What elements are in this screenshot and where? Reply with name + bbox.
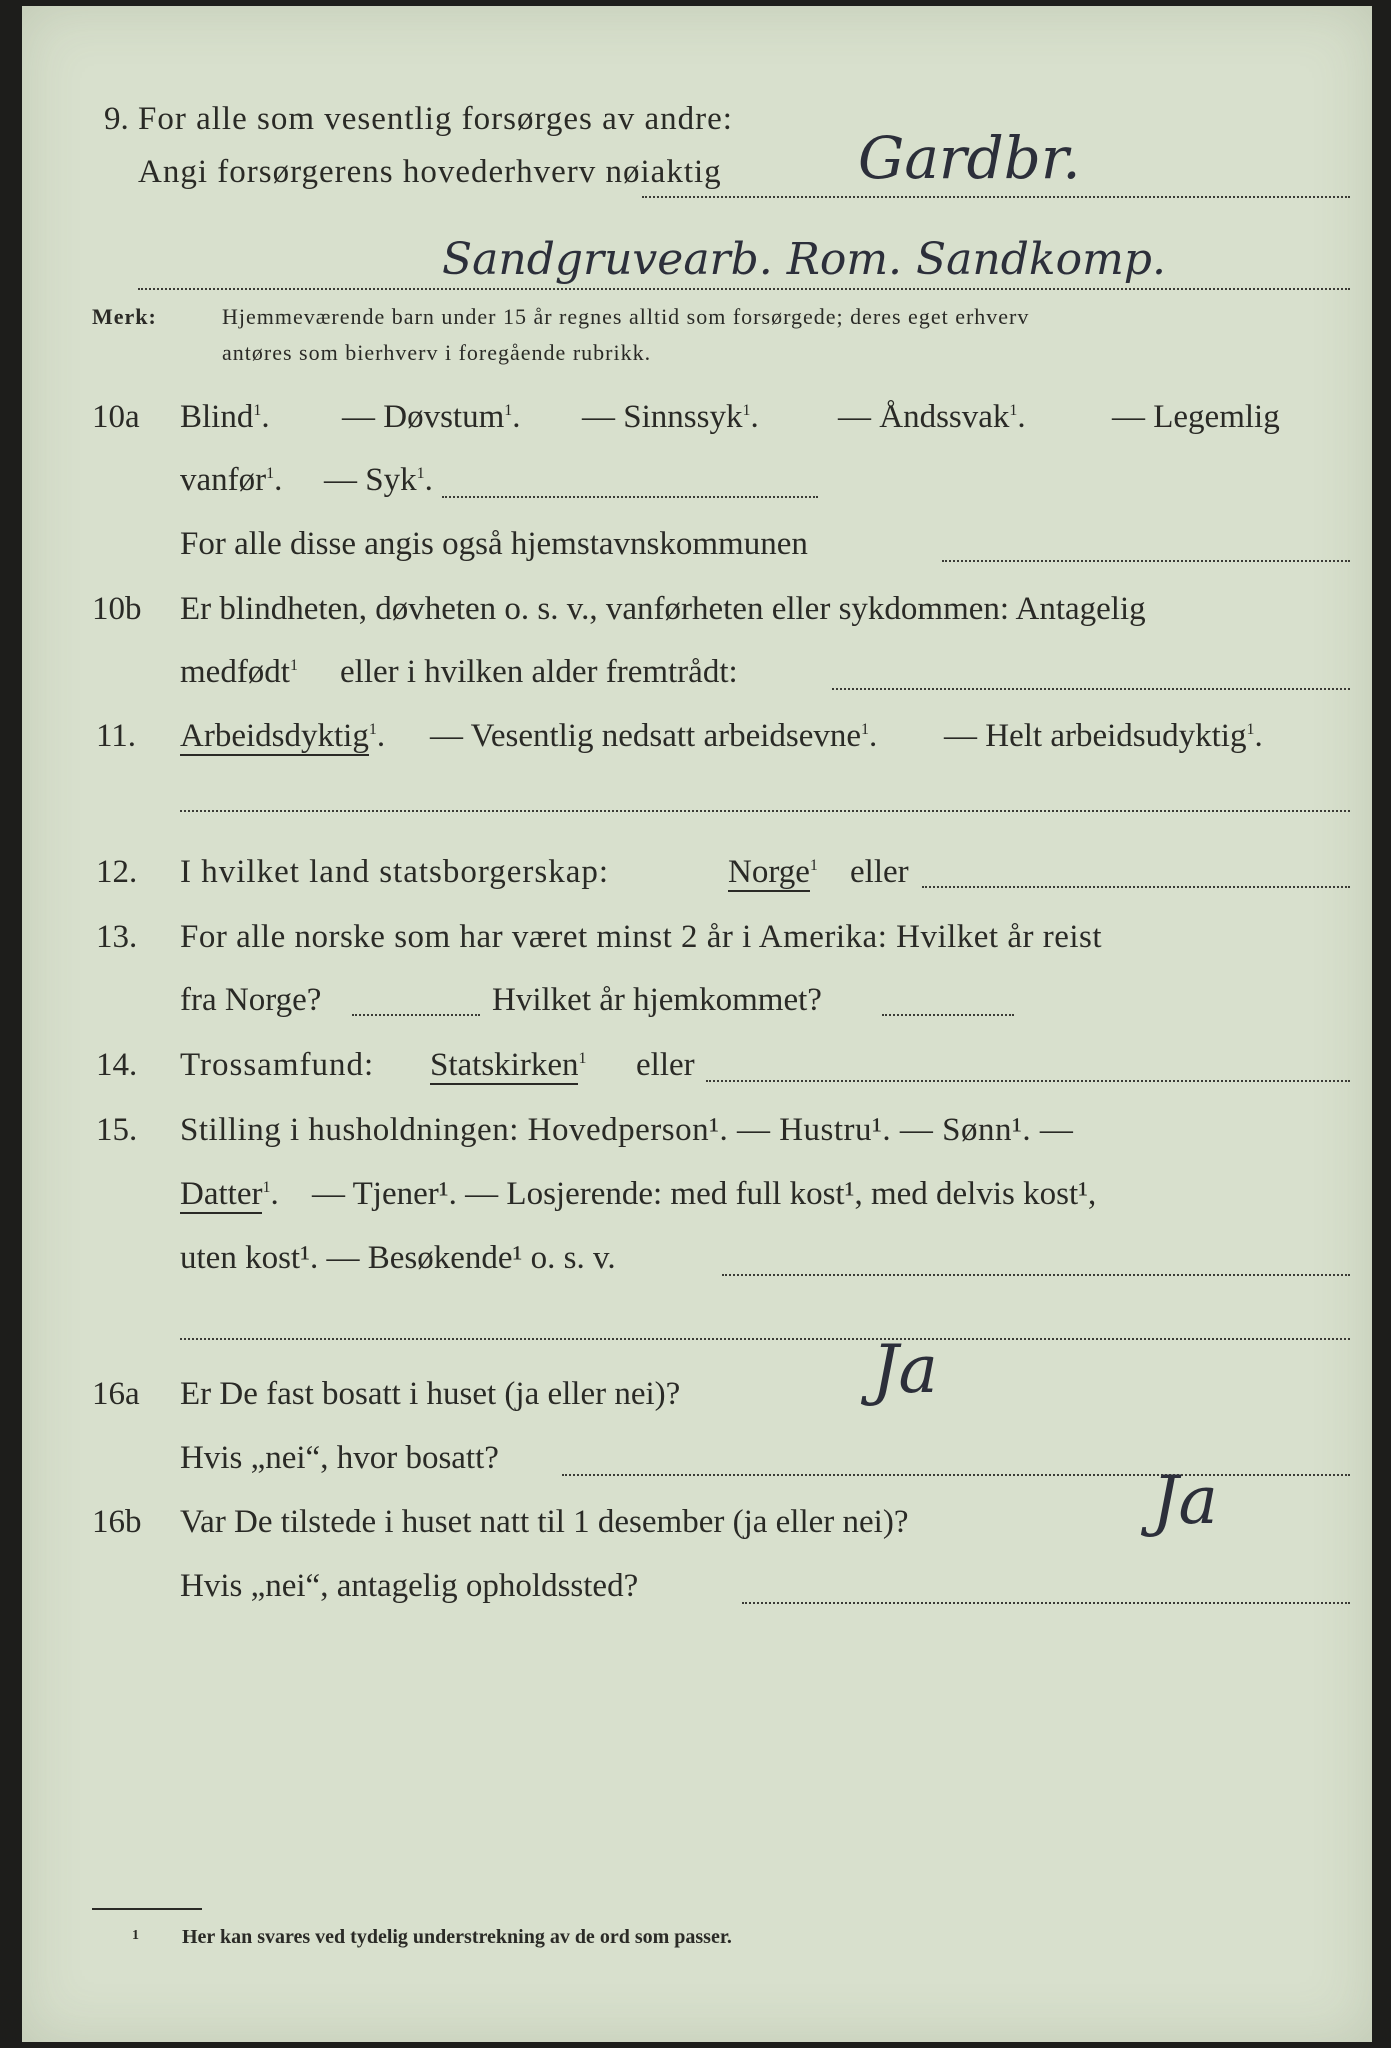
q9-number: 9. bbox=[104, 101, 129, 137]
q16a-line1: Er De fast bosatt i huset (ja eller nei)? bbox=[180, 1376, 681, 1412]
q13-line2a: fra Norge? bbox=[180, 982, 322, 1018]
q15-answer-line-2 bbox=[180, 1338, 1350, 1340]
q15-answer-line bbox=[722, 1274, 1350, 1276]
q10a-opt-sinnssyk: — Sinnssyk$^1$. bbox=[582, 399, 759, 435]
q10a-opt-dovstum: — Døvstum$^1$. bbox=[342, 399, 521, 435]
q10b-opt-medfodt: medfødt$^1$ bbox=[180, 654, 298, 690]
q11-opt-udyktig: — Helt arbeidsudyktig$^1$. bbox=[944, 718, 1263, 754]
q9-answer-line-2 bbox=[138, 288, 1350, 290]
q14-answer-line bbox=[706, 1080, 1350, 1082]
q12-text: I hvilket land statsborgerskap: bbox=[180, 854, 610, 890]
q16a-answer-line bbox=[562, 1474, 1350, 1476]
footnote-mark: 1 bbox=[132, 1928, 139, 1943]
q9-handwritten-answer-2: Sandgruvearb. Rom. Sandkomp. bbox=[442, 234, 1166, 285]
q13-number: 13. bbox=[96, 919, 138, 955]
q16b-answer-line bbox=[742, 1602, 1350, 1604]
merk-line2: antøres som bierhverv i foregående rubrikk. bbox=[222, 340, 652, 365]
merk-line1: Hjemmeværende barn under 15 år regnes alltid som forsørgede; deres eget erhverv bbox=[222, 304, 1030, 329]
q10a-line3: For alle disse angis også hjemstavnskommunen bbox=[180, 526, 808, 562]
q14-number: 14. bbox=[96, 1047, 138, 1083]
q15-line2: — Tjener¹. — Losjerende: med full kost¹, med delvis kost¹, bbox=[312, 1176, 1097, 1212]
q11-answer-line bbox=[180, 810, 1350, 812]
footnote-rule bbox=[92, 1908, 202, 1910]
q12-number: 12. bbox=[96, 854, 138, 890]
q10b-line2: eller i hvilken alder fremtrådt: bbox=[340, 654, 738, 690]
q9-line1: For alle som vesentlig forsørges av andre: bbox=[138, 101, 733, 137]
q12-opt-norge: Norge$^1$ bbox=[728, 854, 818, 890]
footnote-text: Her kan svares ved tydelig understrekning av de ord som passer. bbox=[182, 1926, 732, 1948]
q10b-line1: Er blindheten, døvheten o. s. v., vanførheten eller sykdommen: Antagelig bbox=[180, 591, 1146, 627]
q12-answer-line bbox=[922, 886, 1350, 888]
q16a-line2: Hvis „nei“, hvor bosatt? bbox=[180, 1440, 499, 1476]
q15-number: 15. bbox=[96, 1112, 138, 1148]
q16b-number: 16b bbox=[92, 1504, 142, 1540]
q10a-opt-blind: Blind$^1$. bbox=[180, 399, 270, 435]
q16b-line1: Var De tilstede i huset natt til 1 desember (ja eller nei)? bbox=[180, 1504, 909, 1540]
q10a-opt-andssvak: — Åndssvak$^1$. bbox=[838, 399, 1026, 435]
q14-opt-statskirken: Statskirken$^1$ bbox=[430, 1047, 587, 1083]
q10a-opt-legemlig: — Legemlig bbox=[1112, 399, 1280, 435]
q13-line2b: Hvilket år hjemkommet? bbox=[492, 982, 822, 1018]
q13-reist-line bbox=[352, 1014, 480, 1016]
q10a-number: 10a bbox=[92, 399, 140, 435]
q14-tail: eller bbox=[636, 1047, 695, 1083]
q13-hjemkommet-line bbox=[882, 1014, 1014, 1016]
q15-line1: Stilling i husholdningen: Hovedperson¹. — Hustru¹. — Sønn¹. — bbox=[180, 1112, 1074, 1148]
q16a-handwritten-answer: Ja bbox=[872, 1331, 938, 1408]
q15-line3: uten kost¹. — Besøkende¹ o. s. v. bbox=[180, 1240, 616, 1276]
q10b-alder-line bbox=[832, 688, 1350, 690]
q12-tail: eller bbox=[850, 854, 909, 890]
q10a-opt-vanfor: vanfør$^1$. bbox=[180, 462, 283, 498]
q10b-number: 10b bbox=[92, 591, 142, 627]
q16a-number: 16a bbox=[92, 1376, 140, 1412]
q14-text: Trossamfund: bbox=[180, 1047, 375, 1083]
q10a-opt-syk: — Syk$^1$. bbox=[324, 462, 433, 498]
q16b-line2: Hvis „nei“, antagelig opholdssted? bbox=[180, 1568, 639, 1604]
q9-line2: Angi forsørgerens hovederhverv nøiaktig bbox=[138, 154, 722, 190]
merk-label: Merk: bbox=[92, 304, 157, 329]
q9-answer-line bbox=[642, 196, 1350, 198]
q15-opt-datter: Datter$^1$. bbox=[180, 1176, 279, 1212]
q11-number: 11. bbox=[96, 718, 137, 754]
q11-opt-nedsatt: — Vesentlig nedsatt arbeidsevne$^1$. bbox=[430, 718, 878, 754]
q9-handwritten-answer: Gardbr. bbox=[858, 124, 1081, 192]
q10a-hjemstavn-line bbox=[942, 560, 1350, 562]
census-form-page bbox=[22, 6, 1372, 2042]
q16b-handwritten-answer: Ja bbox=[1152, 1462, 1218, 1539]
q10a-syk-line bbox=[442, 496, 818, 498]
q11-opt-arbeidsdyktig: Arbeidsdyktig$^1$. bbox=[180, 718, 386, 754]
q13-line1: For alle norske som har været minst 2 år i Amerika: Hvilket år reist bbox=[180, 919, 1103, 955]
